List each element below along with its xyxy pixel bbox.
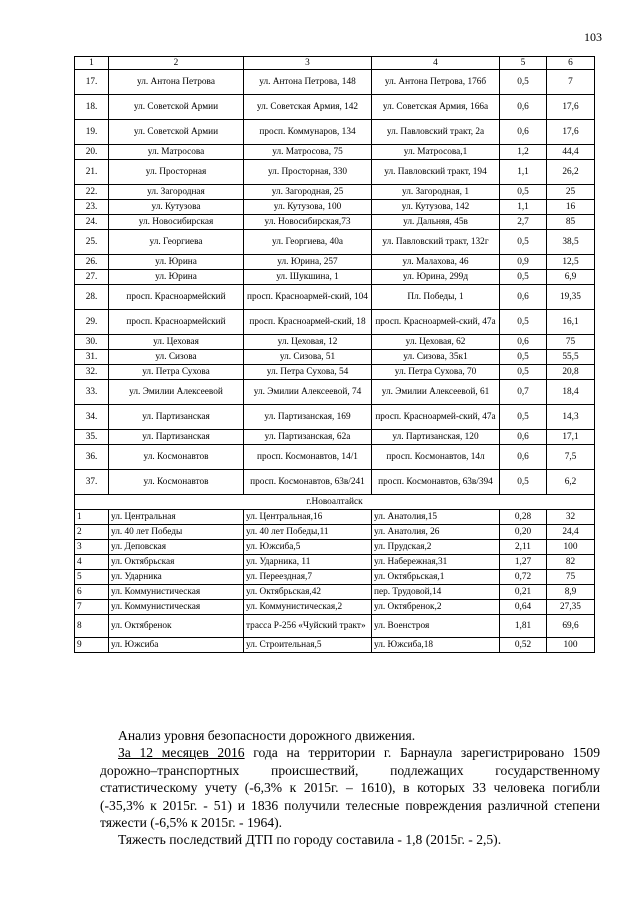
row-number: 4 — [75, 555, 109, 570]
length-cell: 0,6 — [500, 445, 547, 470]
to-cell: просп. Красноармей-ский, 47а — [372, 405, 500, 430]
length-cell: 0,28 — [500, 510, 547, 525]
value-cell: 75 — [547, 335, 595, 350]
length-cell: 0,5 — [500, 185, 547, 200]
section-row — [75, 495, 595, 510]
row-number: 18. — [75, 95, 109, 120]
header-cell: 3 — [244, 57, 372, 70]
to-cell: ул. Павловский тракт, 194 — [372, 160, 500, 185]
to-cell: ул. Советская Армия, 166а — [372, 95, 500, 120]
value-cell: 44,4 — [547, 145, 595, 160]
value-cell: 17,6 — [547, 120, 595, 145]
from-cell: ул. Георгиева, 40а — [244, 230, 372, 255]
street-cell: ул. Южсиба — [109, 638, 244, 653]
length-cell: 0,64 — [500, 600, 547, 615]
street-cell: ул. Петра Сухова — [109, 365, 244, 380]
to-cell: ул. Павловский тракт, 2а — [372, 120, 500, 145]
to-cell: просп. Космонавтов, 63в/394 — [372, 470, 500, 495]
street-cell: ул. Ударника — [109, 570, 244, 585]
length-cell: 0,72 — [500, 570, 547, 585]
value-cell: 55,5 — [547, 350, 595, 365]
from-cell: ул. Антона Петрова, 148 — [244, 70, 372, 95]
to-cell: ул. Антона Петрова, 176б — [372, 70, 500, 95]
street-cell: ул. Сизова — [109, 350, 244, 365]
row-number: 35. — [75, 430, 109, 445]
to-cell: ул. Дальняя, 45в — [372, 215, 500, 230]
length-cell: 0,52 — [500, 638, 547, 653]
table-row — [75, 430, 595, 445]
body-text — [100, 727, 600, 849]
to-cell: ул. Юрина, 299д — [372, 270, 500, 285]
street-cell: ул. Советской Армии — [109, 95, 244, 120]
length-cell: 0,5 — [500, 230, 547, 255]
street-cell: ул. Георгиева — [109, 230, 244, 255]
street-cell: ул. Советской Армии — [109, 120, 244, 145]
length-cell: 0,9 — [500, 255, 547, 270]
roads-table — [74, 56, 595, 653]
to-cell: ул. Октябрьская,1 — [372, 570, 500, 585]
row-number: 31. — [75, 350, 109, 365]
from-cell: ул. Октябрьская,42 — [244, 585, 372, 600]
length-cell: 1,1 — [500, 160, 547, 185]
table-row — [75, 255, 595, 270]
to-cell: ул. Петра Сухова, 70 — [372, 365, 500, 380]
row-number: 5 — [75, 570, 109, 585]
street-cell: ул. Октябренок — [109, 615, 244, 638]
to-cell: Пл. Победы, 1 — [372, 285, 500, 310]
length-cell: 1,2 — [500, 145, 547, 160]
length-cell: 0,6 — [500, 335, 547, 350]
value-cell: 6,2 — [547, 470, 595, 495]
paragraph-statistics-rest: года на территории г. Барнаула зарегистрировано 1509 дорожно–транспортных происшествий, подлежащих государственному статистическому учету (-6,3% к 2015г. – 1610), в которых 33 человека погибли (-35,3% к 2015г. - 51) и 1836 получили телесные повреждения различной степени тяжести (-6,5% к 2015г. - 1964). — [100, 745, 600, 831]
row-number: 20. — [75, 145, 109, 160]
length-cell: 0,7 — [500, 380, 547, 405]
length-cell: 0,6 — [500, 120, 547, 145]
page-number: 103 — [584, 30, 602, 44]
length-cell: 0,5 — [500, 470, 547, 495]
length-cell: 1,1 — [500, 200, 547, 215]
from-cell: ул. Цеховая, 12 — [244, 335, 372, 350]
from-cell: ул. Коммунистическая,2 — [244, 600, 372, 615]
length-cell: 1,27 — [500, 555, 547, 570]
length-cell: 0,6 — [500, 95, 547, 120]
value-cell: 16 — [547, 200, 595, 215]
value-cell: 19,35 — [547, 285, 595, 310]
row-number: 36. — [75, 445, 109, 470]
header-row — [75, 57, 595, 70]
from-cell: ул. Эмилии Алексеевой, 74 — [244, 380, 372, 405]
street-cell: ул. Коммунистическая — [109, 585, 244, 600]
to-cell: ул. Набережная,31 — [372, 555, 500, 570]
row-number: 1 — [75, 510, 109, 525]
from-cell: просп. Красноармей-ский, 18 — [244, 310, 372, 335]
table-row — [75, 335, 595, 350]
value-cell: 75 — [547, 570, 595, 585]
section-heading: Анализ уровня безопасности дорожного движения. — [118, 728, 416, 743]
to-cell: ул. Прудская,2 — [372, 540, 500, 555]
street-cell: ул. Цеховая — [109, 335, 244, 350]
from-cell: ул. Ударника, 11 — [244, 555, 372, 570]
to-cell: ул. Южсиба,18 — [372, 638, 500, 653]
to-cell: ул. Цеховая, 62 — [372, 335, 500, 350]
from-cell: просп. Коммунаров, 134 — [244, 120, 372, 145]
table-row — [75, 405, 595, 430]
street-cell: ул. Коммунистическая — [109, 600, 244, 615]
to-cell: ул. Павловский тракт, 132г — [372, 230, 500, 255]
value-cell: 20,8 — [547, 365, 595, 380]
from-cell: просп. Космонавтов, 63в/241 — [244, 470, 372, 495]
header-cell: 1 — [75, 57, 109, 70]
row-number: 27. — [75, 270, 109, 285]
to-cell: ул. Военстроя — [372, 615, 500, 638]
header-cell: 5 — [500, 57, 547, 70]
value-cell: 7,5 — [547, 445, 595, 470]
from-cell: ул. Шукшина, 1 — [244, 270, 372, 285]
street-cell: ул. Просторная — [109, 160, 244, 185]
street-cell: ул. Юрина — [109, 270, 244, 285]
street-cell: ул. 40 лет Победы — [109, 525, 244, 540]
street-cell: ул. Партизанская — [109, 405, 244, 430]
from-cell: просп. Космонавтов, 14/1 — [244, 445, 372, 470]
table-row — [75, 285, 595, 310]
section-title: г.Новоалтайск — [75, 495, 595, 510]
from-cell: ул. Сизова, 51 — [244, 350, 372, 365]
value-cell: 24,4 — [547, 525, 595, 540]
table-row — [75, 120, 595, 145]
table-row — [75, 185, 595, 200]
table-row — [75, 365, 595, 380]
from-cell: ул. Строительная,5 — [244, 638, 372, 653]
row-number: 7 — [75, 600, 109, 615]
from-cell: ул. Южсиба,5 — [244, 540, 372, 555]
header-cell: 4 — [372, 57, 500, 70]
row-number: 37. — [75, 470, 109, 495]
value-cell: 27,35 — [547, 600, 595, 615]
table-row — [75, 525, 595, 540]
street-cell: ул. Юрина — [109, 255, 244, 270]
table-row — [75, 160, 595, 185]
length-cell: 1,81 — [500, 615, 547, 638]
from-cell: просп. Красноармей-ский, 104 — [244, 285, 372, 310]
table-row — [75, 638, 595, 653]
value-cell: 32 — [547, 510, 595, 525]
street-cell: ул. Октябрьская — [109, 555, 244, 570]
to-cell: просп. Красноармей-ский, 47а — [372, 310, 500, 335]
to-cell: просп. Космонавтов, 14л — [372, 445, 500, 470]
street-cell: просп. Красноармейский — [109, 285, 244, 310]
table-row — [75, 445, 595, 470]
table-row — [75, 270, 595, 285]
row-number: 21. — [75, 160, 109, 185]
from-cell: ул. Партизанская, 62а — [244, 430, 372, 445]
from-cell: ул. Матросова, 75 — [244, 145, 372, 160]
value-cell: 25 — [547, 185, 595, 200]
street-cell: просп. Красноармейский — [109, 310, 244, 335]
value-cell: 17,1 — [547, 430, 595, 445]
from-cell: ул. Советская Армия, 142 — [244, 95, 372, 120]
table-row — [75, 215, 595, 230]
from-cell: ул. Загородная, 25 — [244, 185, 372, 200]
header-cell: 2 — [109, 57, 244, 70]
to-cell: ул. Эмилии Алексеевой, 61 — [372, 380, 500, 405]
value-cell: 6,9 — [547, 270, 595, 285]
header-cell: 6 — [547, 57, 595, 70]
to-cell: ул. Кутузова, 142 — [372, 200, 500, 215]
street-cell: ул. Космонавтов — [109, 470, 244, 495]
to-cell: ул. Загородная, 1 — [372, 185, 500, 200]
row-number: 33. — [75, 380, 109, 405]
length-cell: 0,5 — [500, 310, 547, 335]
to-cell: ул. Анатолия,15 — [372, 510, 500, 525]
length-cell: 0,5 — [500, 270, 547, 285]
length-cell: 0,6 — [500, 285, 547, 310]
table-row — [75, 540, 595, 555]
from-cell: ул. Новосибирская,73 — [244, 215, 372, 230]
from-cell: ул. Петра Сухова, 54 — [244, 365, 372, 380]
street-cell: ул. Центральная — [109, 510, 244, 525]
value-cell: 38,5 — [547, 230, 595, 255]
table-row — [75, 585, 595, 600]
table-row — [75, 555, 595, 570]
street-cell: ул. Эмилии Алексеевой — [109, 380, 244, 405]
street-cell: ул. Новосибирская — [109, 215, 244, 230]
value-cell: 7 — [547, 70, 595, 95]
row-number: 28. — [75, 285, 109, 310]
from-cell: ул. Партизанская, 169 — [244, 405, 372, 430]
to-cell: ул. Анатолия, 26 — [372, 525, 500, 540]
to-cell: пер. Трудовой,14 — [372, 585, 500, 600]
to-cell: ул. Октябренок,2 — [372, 600, 500, 615]
from-cell: трасса Р-256 «Чуйский тракт» — [244, 615, 372, 638]
from-cell: ул. Центральная,16 — [244, 510, 372, 525]
row-number: 23. — [75, 200, 109, 215]
length-cell: 0,5 — [500, 405, 547, 430]
table-row — [75, 350, 595, 365]
table-row — [75, 510, 595, 525]
value-cell: 100 — [547, 540, 595, 555]
from-cell: ул. Переездная,7 — [244, 570, 372, 585]
to-cell: ул. Матросова,1 — [372, 145, 500, 160]
length-cell: 0,5 — [500, 70, 547, 95]
period-underlined: За 12 месяцев 2016 — [118, 745, 245, 761]
table-row — [75, 70, 595, 95]
value-cell: 8,9 — [547, 585, 595, 600]
street-cell: ул. Матросова — [109, 145, 244, 160]
value-cell: 69,6 — [547, 615, 595, 638]
length-cell: 0,6 — [500, 430, 547, 445]
row-number: 9 — [75, 638, 109, 653]
length-cell: 2,11 — [500, 540, 547, 555]
value-cell: 14,3 — [547, 405, 595, 430]
street-cell: ул. Антона Петрова — [109, 70, 244, 95]
to-cell: ул. Малахова, 46 — [372, 255, 500, 270]
row-number: 22. — [75, 185, 109, 200]
table-row — [75, 95, 595, 120]
row-number: 30. — [75, 335, 109, 350]
length-cell: 0,20 — [500, 525, 547, 540]
value-cell: 26,2 — [547, 160, 595, 185]
table-row — [75, 380, 595, 405]
table-row — [75, 470, 595, 495]
paragraph-statistics — [100, 744, 600, 831]
row-number: 6 — [75, 585, 109, 600]
value-cell: 100 — [547, 638, 595, 653]
row-number: 2 — [75, 525, 109, 540]
row-number: 29. — [75, 310, 109, 335]
street-cell: ул. Загородная — [109, 185, 244, 200]
from-cell: ул. 40 лет Победы,11 — [244, 525, 372, 540]
from-cell: ул. Юрина, 257 — [244, 255, 372, 270]
row-number: 32. — [75, 365, 109, 380]
street-cell: ул. Космонавтов — [109, 445, 244, 470]
table-row — [75, 310, 595, 335]
row-number: 26. — [75, 255, 109, 270]
length-cell: 0,21 — [500, 585, 547, 600]
value-cell: 82 — [547, 555, 595, 570]
length-cell: 2,7 — [500, 215, 547, 230]
length-cell: 0,5 — [500, 350, 547, 365]
from-cell: ул. Кутузова, 100 — [244, 200, 372, 215]
to-cell: ул. Партизанская, 120 — [372, 430, 500, 445]
table-row — [75, 570, 595, 585]
row-number: 24. — [75, 215, 109, 230]
row-number: 34. — [75, 405, 109, 430]
table-row — [75, 615, 595, 638]
street-cell: ул. Кутузова — [109, 200, 244, 215]
table-row — [75, 200, 595, 215]
row-number: 8 — [75, 615, 109, 638]
row-number: 3 — [75, 540, 109, 555]
row-number: 25. — [75, 230, 109, 255]
length-cell: 0,5 — [500, 365, 547, 380]
value-cell: 17,6 — [547, 95, 595, 120]
table-row — [75, 600, 595, 615]
value-cell: 16,1 — [547, 310, 595, 335]
street-cell: ул. Деповская — [109, 540, 244, 555]
value-cell: 12,5 — [547, 255, 595, 270]
row-number: 19. — [75, 120, 109, 145]
from-cell: ул. Просторная, 330 — [244, 160, 372, 185]
value-cell: 85 — [547, 215, 595, 230]
to-cell: ул. Сизова, 35к1 — [372, 350, 500, 365]
table-row — [75, 145, 595, 160]
street-cell: ул. Партизанская — [109, 430, 244, 445]
row-number: 17. — [75, 70, 109, 95]
table-row — [75, 230, 595, 255]
paragraph-severity: Тяжесть последствий ДТП по городу составила - 1,8 (2015г. - 2,5). — [118, 832, 502, 848]
value-cell: 18,4 — [547, 380, 595, 405]
